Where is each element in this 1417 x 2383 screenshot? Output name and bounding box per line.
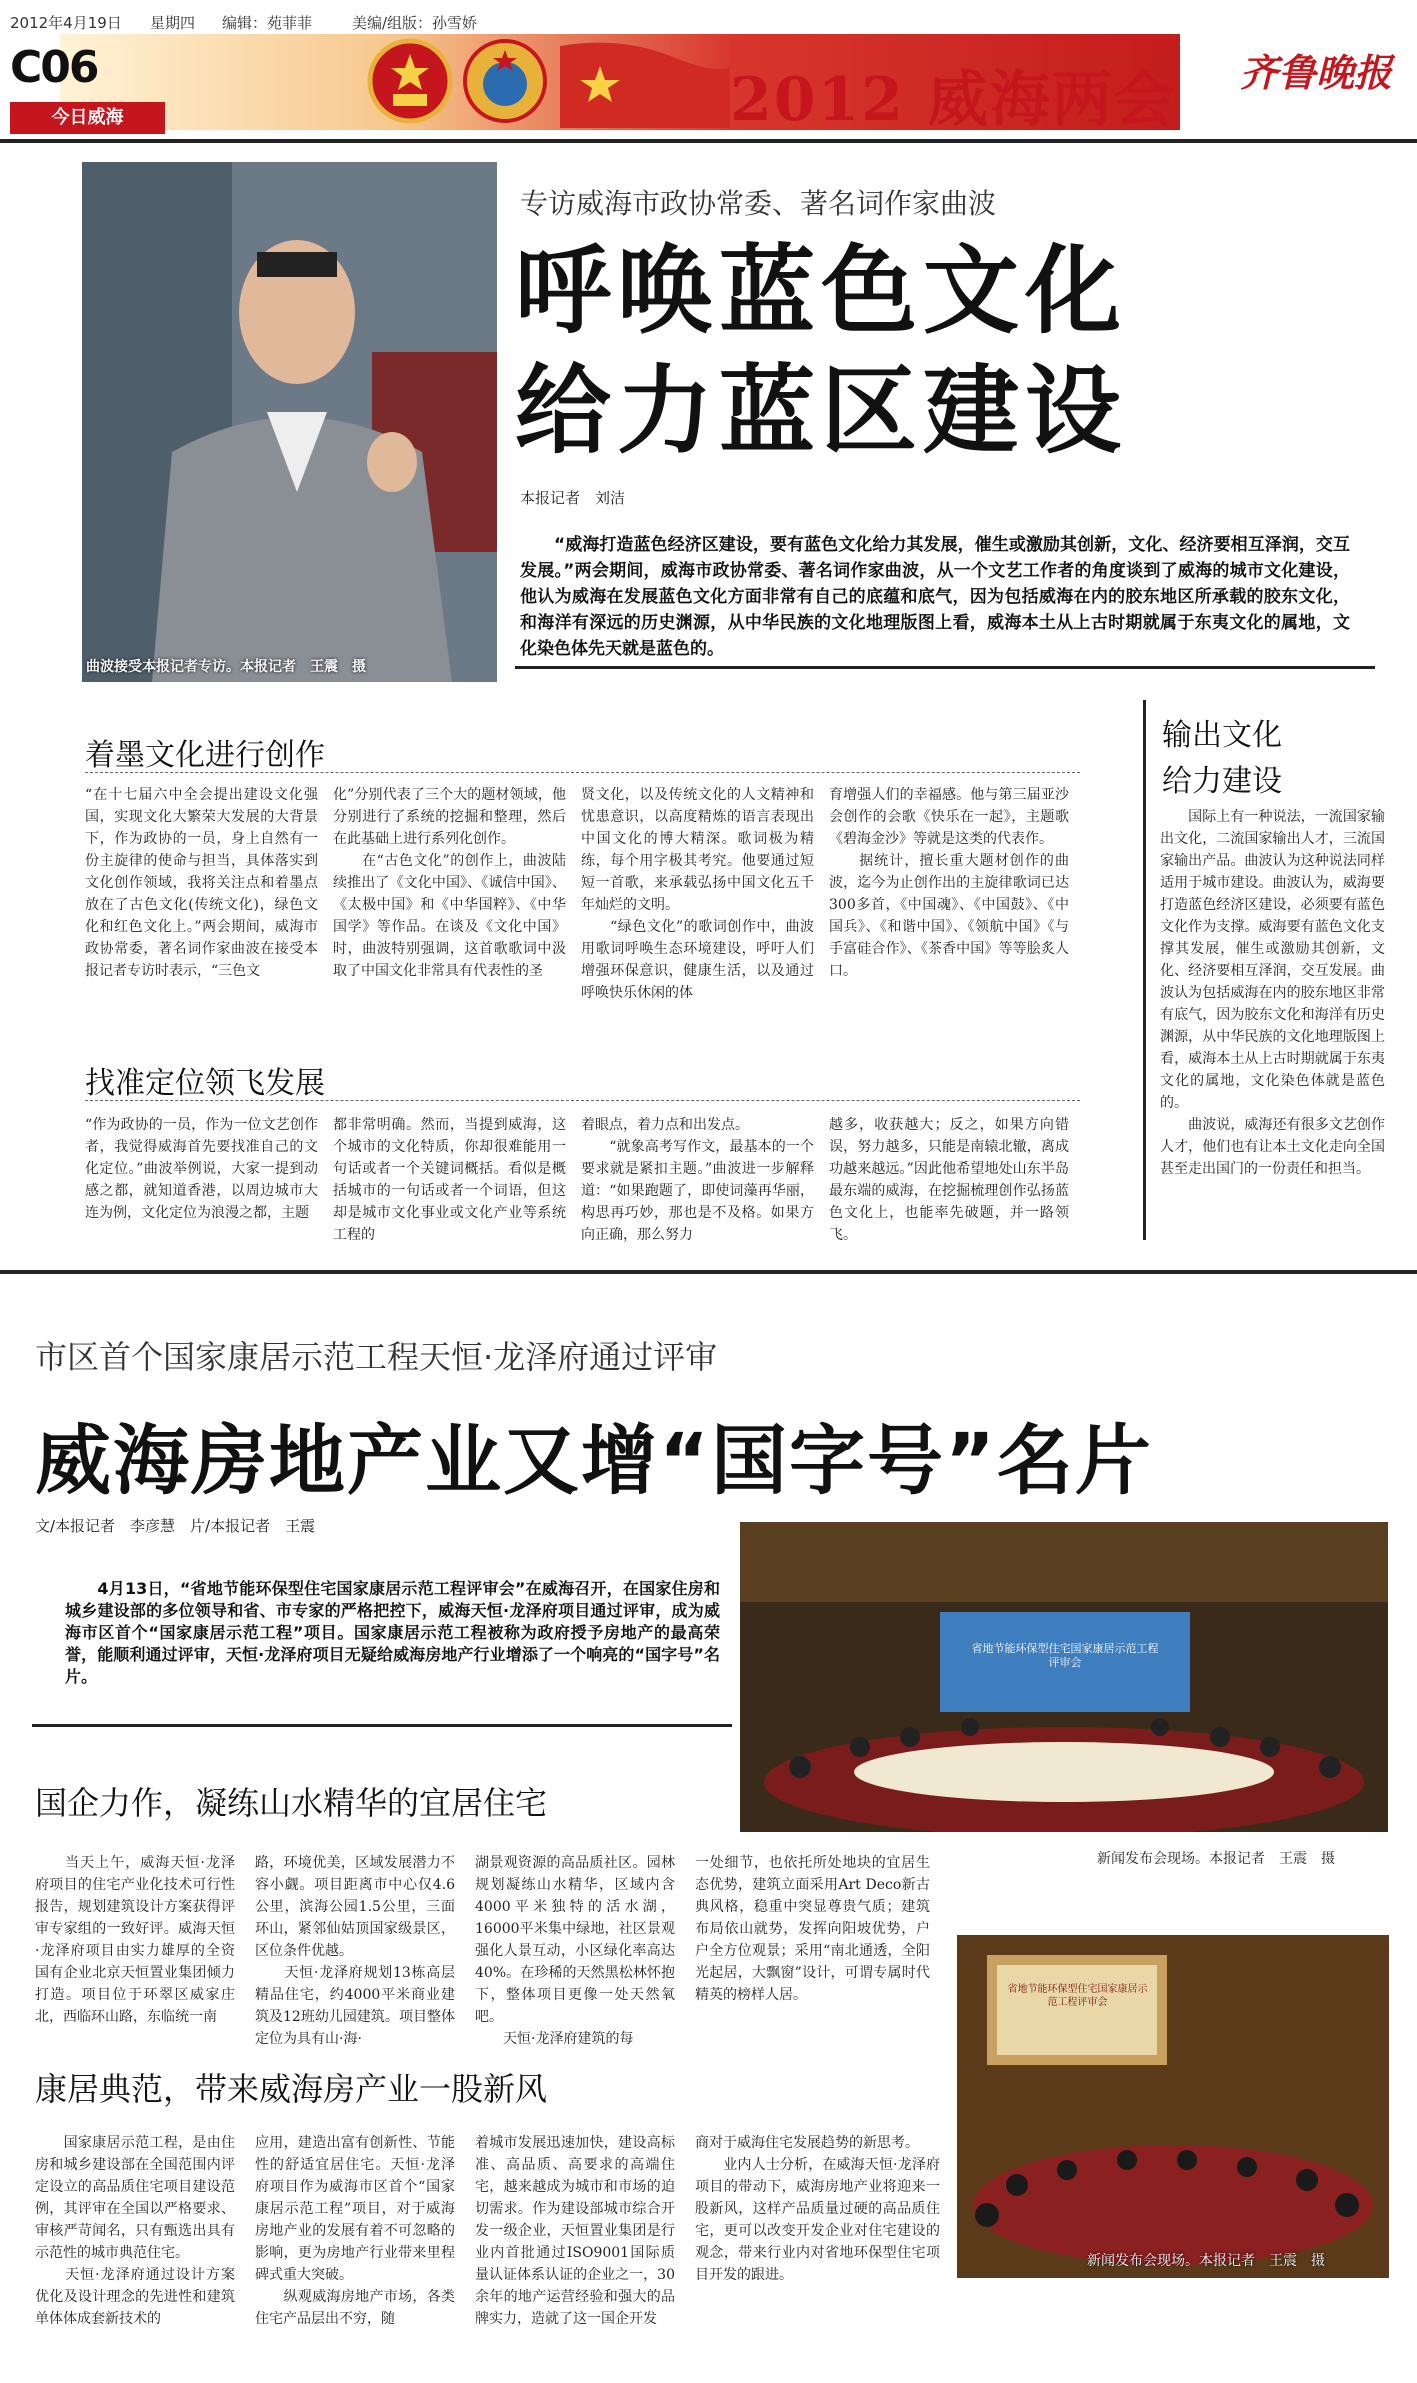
section-tag: 今日威海 — [10, 102, 165, 134]
article1-kicker: 专访威海市政协常委、著名词作家曲波 — [520, 187, 997, 220]
article1-title-line2: 给力蓝区建设 — [515, 355, 1127, 467]
article2-sec1-col2: 路，环境优美，区域发展潜力不容小觑。项目距离市中心仅4.6公里，滨海公园1.5公里，三面环山，紧邻仙姑顶国家级景区，区位条件优越。 天恒·龙泽府规划13栋高层精品住宅，约4000平米商业建筑及12班幼儿园建筑。项目整体定位为具有山·海· — [255, 1855, 455, 2047]
page-number: C06 — [10, 42, 98, 93]
article2-sec1-col4: 一处细节，也依托所处地块的宜居生态优势，建筑立面采用Art Deco新古典风格，稳重中突显尊贵气质；建筑布局依山就势，发挥向阳坡优势，户户全方位观景；采用“南北通透，全阳光起居，大飘窗”设计，可谓专属时代精英的榜样人居。 — [695, 1855, 930, 2003]
conference-room-photo-icon — [740, 1522, 1388, 1832]
photo-caption: 曲波接受本报记者专访。本报记者 王震 摄 — [86, 659, 366, 675]
sidebar-rule — [1143, 700, 1146, 1240]
banner-title: 2012 威海两会 — [730, 65, 1176, 135]
article1-byline: 本报记者 刘洁 — [520, 489, 626, 507]
article2-sec2-title: 康居典范，带来威海房产业一股新风 — [35, 2070, 548, 2108]
flag-icon — [560, 36, 730, 128]
sidebar-title-line2: 给力建设 — [1162, 764, 1282, 799]
editor-credit: 编辑：苑菲菲 — [222, 14, 313, 32]
article1-sec2-col3: 着眼点，着力点和出发点。 “就象高考写作文，最基本的一个要求就是紧扣主题。”曲波进一步解释道：“如果跑题了，即使词藻再华丽，构思再巧妙，那也是不及格。如果方向正确，那么努力 — [581, 1117, 814, 1243]
sidebar-text: 国际上有一种说法，一流国家输出文化，二流国家输出人才，三流国家输出产品。曲波认为这种说法同样适用于城市建设。曲波认为，威海要打造蓝色经济区建设，必须要有蓝色文化作为支撑。威海要有蓝色文化支撑其发展，催生或激励其创新，文化、经济要相互泽润，交互发展。曲波认为包括威海在内的胶东地区非常有底气，因为胶东文化和海洋有历史渊源，从中华民族的文化地理版图上看，威海本土从上古时期就属于东夷文化的属地，文化染色体就是蓝色的。 曲波说，威海还有很多文艺创作人才，他们也有让本土文化走向全国甚至走出国门的一份责任和担当。 — [1160, 809, 1385, 1177]
divider — [0, 139, 1417, 143]
press-conference-photo-2 — [957, 1935, 1389, 2278]
article2-title: 威海房地产业又增“国字号”名片 — [35, 1416, 1153, 1505]
article2-sec1-col3: 湖景观资源的高品质社区。园林规划凝练山水精华，区域内含4000平米独特的活水湖，16000平米集中绿地，社区景观强化人景互动，小区绿化率高达40%。在珍稀的天然黑松林怀抱下，整体项目更像一处天然氧吧。 天恒·龙泽府建筑的每 — [475, 1855, 675, 2047]
article-divider — [0, 1270, 1417, 1274]
article1-sec2-col2: 都非常明确。然而，当提到威海，这个城市的文化特质，你却很难能用一句话或者一个关键词概括。看似是概括城市的一句话或者一个词语，但这却是城市文化事业或文化产业等系统工程的 — [333, 1117, 566, 1243]
article1-intro: “威海打造蓝色经济区建设，要有蓝色文化给力其发展，催生或激励其创新，文化、经济要相互泽润，交互发展。”两会期间，威海市政协常委、著名词作家曲波，从一个文艺工作者的角度谈到了威海的城市文化建设，他认为威海在发展蓝色文化方面非常有自己的底蕴和底气，因为包括威海在内的胶东地区所承载的胶东文化，和海洋有深远的历史渊源，从中华民族的文化地理版图上看，威海本土从上古时期就属于东夷文化的属地，文化染色体先天就是蓝色的。 — [520, 535, 1350, 659]
article2-sec2-col2: 应用，建造出富有创新性、节能性的舒适宜居住宅。天恒·龙泽府项目作为威海市区首个“国家康居示范工程”项目，对于威海房地产业的发展有着不可忽略的影响，更为房地产行业带来里程碑式重大突破。 纵观威海房地产市场，各类住宅产品层出不穷，随 — [255, 2135, 455, 2327]
article2-sec2-col3: 着城市发展迅速加快，建设高标准、高品质、高要求的高端住宅，越来越成为城市和市场的迫切需求。作为建设部城市综合开发一级企业，天恒置业集团是行业内首批通过ISO9001国际质量认证体系认证的企业之一，30余年的地产运营经验和强大的品牌实力，造就了这一国企开发 — [475, 2135, 675, 2327]
article2-intro: 4月13日，“省地节能环保型住宅国家康居示范工程评审会”在威海召开，在国家住房和城乡建设部的多位领导和省、市专家的严格把控下，威海天恒·龙泽府项目通过评审，成为威海市区首个“国家康居示范工程”项目。国家康居示范工程被称为政府授予房地产的最高荣誉，能顺利通过评审，天恒·龙泽府项目无疑给威海房地产行业增添了一个响亮的“国字号”名片。 — [65, 1579, 720, 1686]
issue-weekday: 星期四 — [150, 14, 196, 32]
article1-sec1-col4: 育增强人们的幸福感。他与第三届亚沙会创作的会歌《快乐在一起》，主题歌《碧海金沙》等就是这类的代表作。 据统计，擅长重大题材创作的曲波，迄今为止创作出的主旋律歌词已达300多首，《中国魂》、《中国鼓》、《中国兵》、《和谐中国》、《领航中国》《与手富硅合作》、《茶香中国》等等脍炙人口。 — [829, 787, 1069, 979]
interviewee-photo-icon — [82, 162, 497, 682]
article2-kicker: 市区首个国家康居示范工程天恒·龙泽府通过评审 — [35, 1338, 718, 1376]
divider — [85, 1100, 1080, 1102]
issue-date: 2012年4月19日 — [10, 14, 122, 32]
article1-sec2-col4: 越多，收获越大；反之，如果方向错误，努力越多，只能是南辕北辙，离成功越来越远。”因此他希望地处山东半岛最东端的威海，在挖掘梳理创作弘扬蓝色文化上，也能率先破题，并一路领飞。 — [829, 1117, 1069, 1243]
article2-sec2-col4: 商对于威海住宅发展趋势的新思考。 业内人士分析，在威海天恒·龙泽府项目的带动下，威海房地产业将迎来一股新风，这样产品质量过硬的高品质住宅，更可以改变开发企业对住宅建设的观念，带来行业内对省地环保型住宅项目开发的跟进。 — [695, 2135, 940, 2283]
newspaper-logo: 齐鲁晚报 — [1240, 50, 1393, 95]
press-conference-photo-1 — [740, 1522, 1388, 1832]
article1-title-line1: 呼唤蓝色文化 — [515, 235, 1127, 347]
photo2-caption: 新闻发布会现场。本报记者 王震 摄 — [1087, 2253, 1325, 2269]
article1-sec2-title: 找准定位领飞发展 — [85, 1066, 325, 1101]
article2-byline: 文/本报记者 李彦慧 片/本报记者 王震 — [35, 1517, 316, 1535]
article2-sec1-col1: 当天上午，威海天恒·龙泽府项目的住宅产业化技术可行性报告，规划建筑设计方案获得评审专家组的一致好评。威海天恒·龙泽府项目由实力雄厚的全资国有企业北京天恒置业集团倾力打造。项目位于环翠区威家庄北，西临环山路，东临统一南 — [35, 1855, 235, 2025]
photo1-caption: 新闻发布会现场。本报记者 王震 摄 — [1097, 1851, 1335, 1867]
article1-sec1-col1: “在十七届六中全会提出建设文化强国，实现文化大繁荣大发展的大背景下，作为政协的一员，身上自然有一份主旋律的使命与担当，具体落实到文化创作领域，我将关注点和着墨点放在了古色文化(传统文化)，绿色文化和红色文化上。”两会期间，威海市政协常委，著名词作家曲波在接受本报记者专访时表示，“三色文 — [85, 787, 318, 979]
cppcc-emblem-icon — [460, 36, 550, 126]
interview-photo — [82, 162, 497, 682]
article1-sec1-col2: 化”分别代表了三个大的题材领域，他分别进行了系统的挖掘和整理，然后在此基础上进行系列化创作。 在“古色文化”的创作上，曲波陆续推出了《文化中国》、《诚信中国》、《太极中国》和《中华国粹》、《中华国学》等作品。在谈及《文化中国》时，曲波特别强调，这首歌歌词中汲取了中国文化非常具有代表性的圣 — [333, 787, 566, 979]
divider — [85, 772, 1080, 774]
projection-screen-text: 省地节能环保型住宅国家康居示范工程评审会 — [971, 1642, 1159, 1669]
sidebar-title-line1: 输出文化 — [1162, 718, 1282, 753]
article1-sec2-col1: “作为政协的一员，作为一位文艺创作者，我觉得威海首先要找准自己的文化定位。”曲波举例说，大家一提到动感之都，就知道香港，以周边城市大连为例，文化定位为浪漫之都，主题 — [85, 1117, 318, 1221]
article2-sec1-title: 国企力作，凝练山水精华的宜居住宅 — [35, 1784, 548, 1822]
article1-sec1-title: 着墨文化进行创作 — [85, 738, 325, 773]
article1-sec1-col3: 贤文化，以及传统文化的人文精神和忧患意识，以高度精炼的语言表现出中国文化的博大精深。歌词极为精练，每个用字极其考究。他要通过短短一首歌，来承载弘扬中国文化五千年灿烂的文明。 “绿色文化”的歌词创作中，曲波用歌词呼唤生态环境建设，呼吁人们增强环保意识，健康生活，以及通过呼唤快乐休闲的体 — [581, 787, 814, 1001]
divider — [32, 1724, 732, 1727]
article2-sec2-col1: 国家康居示范工程，是由住房和城乡建设部在全国范围内评定设立的高品质住宅项目建设范例，其评审在全国以严格要求、审核严苛闻名，只有甄选出具有示范性的城市典范住宅。 天恒·龙泽府通过设计方案优化及设计理念的先进性和建筑单体体成套新技术的 — [35, 2135, 235, 2327]
designer-credit: 美编/组版：孙雪娇 — [352, 14, 478, 32]
banner-screen-text: 省地节能环保型住宅国家康居示范工程评审会 — [1007, 1984, 1148, 2008]
divider — [515, 666, 1375, 669]
top-info-bar — [0, 0, 1417, 38]
national-emblem-icon — [365, 36, 455, 126]
